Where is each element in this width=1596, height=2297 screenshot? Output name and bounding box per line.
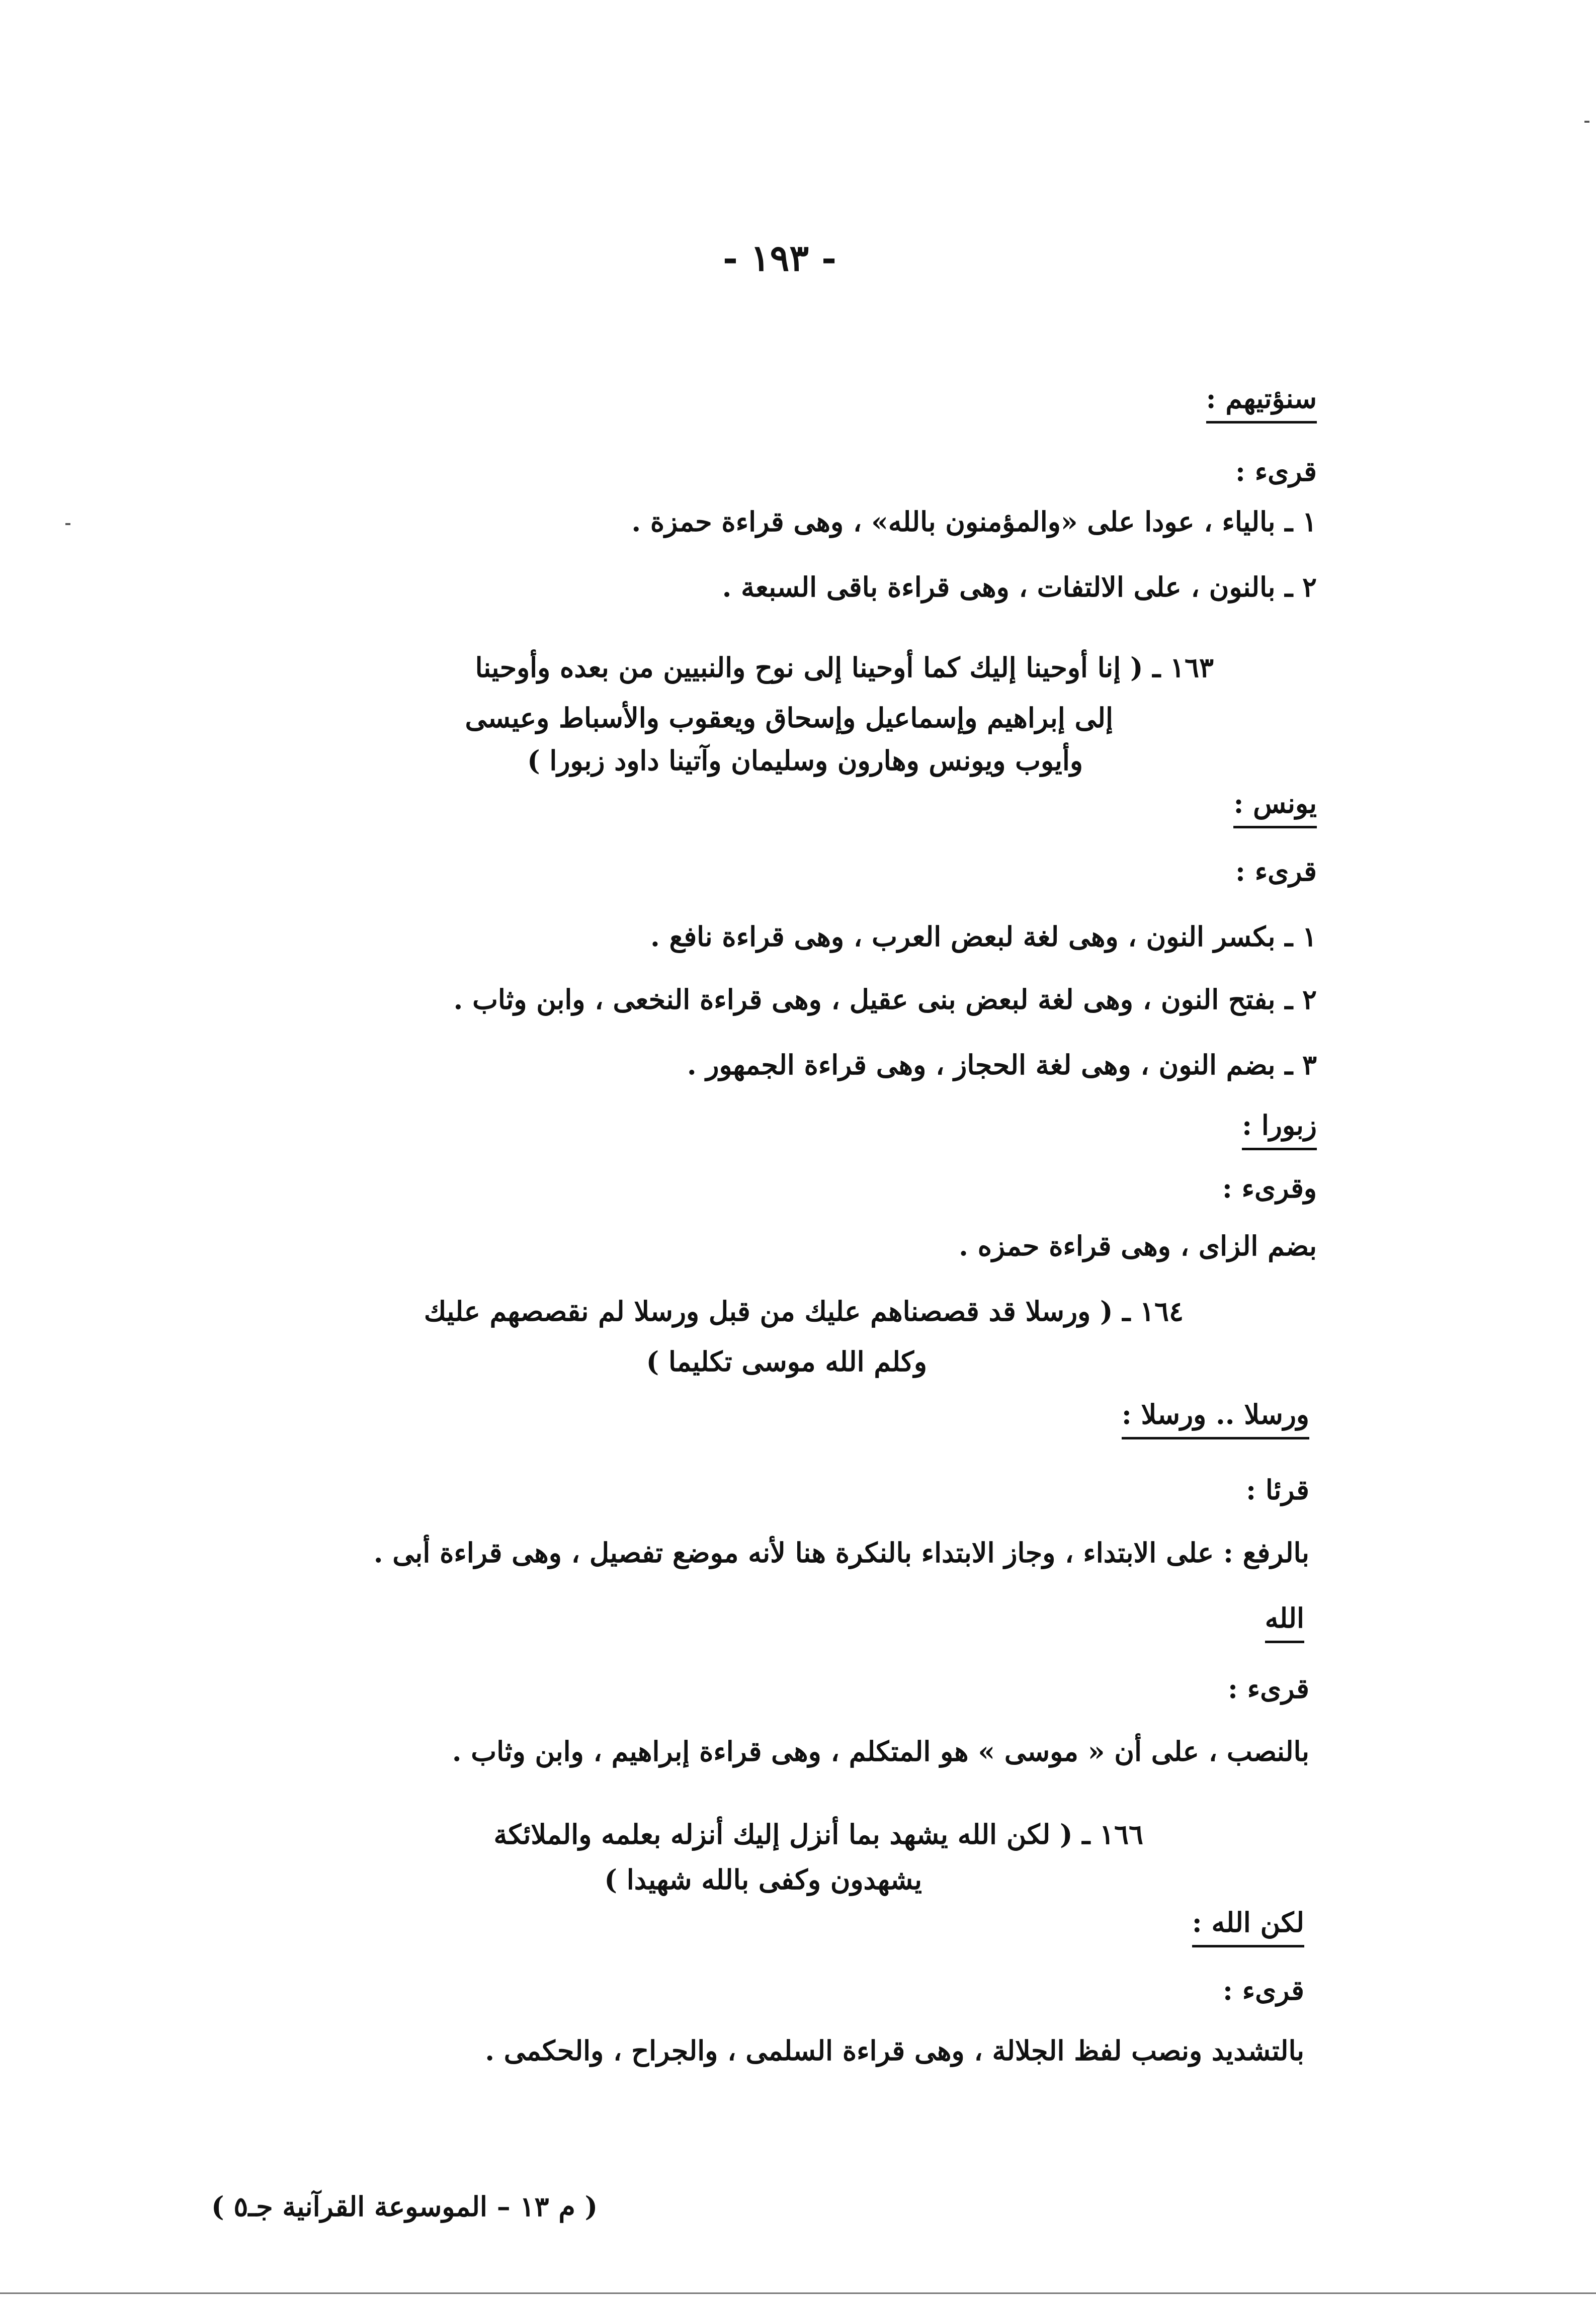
heading-sanutihim: سنؤتيهم : xyxy=(1206,385,1317,423)
reading-line: ٢ ـ بالنون ، على الالتفات ، وهى قراءة باقى السبعة . xyxy=(722,571,1317,603)
verse-line: إلى إبراهيم وإسماعيل وإسحاق ويعقوب والأسباط وعيسى xyxy=(465,702,1113,734)
label-qurie: قرىء : xyxy=(1235,455,1317,487)
reading-line: بضم الزاى ، وهى قراءة حمزه . xyxy=(959,1230,1317,1262)
verse-line: وأيوب ويونس وهارون وسليمان وآتينا داود زبورا ) xyxy=(527,744,1083,777)
label-quria: قرئا : xyxy=(1246,1474,1309,1506)
scan-mark xyxy=(65,523,70,525)
scan-mark xyxy=(1584,121,1589,123)
footer-source: ( م ١٣ – الموسوعة القرآنية جـ٥ ) xyxy=(211,2190,598,2223)
verse-line: ١٦٣ ـ ( إنا أوحينا إليك كما أوحينا إلى نوح والنبيين من بعده وأوحينا xyxy=(475,651,1214,684)
label-waqurie: وقرىء : xyxy=(1222,1172,1317,1204)
scan-bottom-edge xyxy=(0,2292,1596,2294)
verse-line: يشهدون وكفى بالله شهيدا ) xyxy=(604,1863,922,1896)
reading-line: ٢ ـ بفتح النون ، وهى لغة لبعض بنى عقيل ، وهى قراءة النخعى ، وابن وثاب . xyxy=(453,983,1317,1015)
heading-warusulan: ورسلا .. ورسلا : xyxy=(1122,1401,1309,1439)
reading-line: بالرفع : على الابتداء ، وجاز الابتداء بالنكرة هنا لأنه موضع تفصيل ، وهى قراءة أبى . xyxy=(373,1537,1309,1569)
reading-line: ١ ـ بكسر النون ، وهى لغة لبعض العرب ، وهى قراءة نافع . xyxy=(650,920,1317,953)
reading-line: بالتشديد ونصب لفظ الجلالة ، وهى قراءة السلمى ، والجراح ، والحكمى . xyxy=(485,2034,1304,2067)
label-qurie: قرىء : xyxy=(1223,1974,1304,2006)
verse-line: وكلم الله موسى تكليما ) xyxy=(646,1345,927,1378)
heading-lakin-allah: لكن الله : xyxy=(1192,1909,1304,1947)
reading-line: بالنصب ، على أن « موسى » هو المتكلم ، وهى قراءة إبراهيم ، وابن وثاب . xyxy=(452,1735,1309,1767)
verse-line: ١٦٤ ـ ( ورسلا قد قصصناهم عليك من قبل ورسلا لم نقصصهم عليك xyxy=(424,1295,1184,1327)
reading-line: ١ ـ بالياء ، عودا على «والمؤمنون بالله» ، وهى قراءة حمزة . xyxy=(631,505,1317,538)
label-qurie: قرىء : xyxy=(1228,1672,1309,1705)
page-number: - ١٩٣ - xyxy=(723,236,836,279)
heading-zabura: زبورا : xyxy=(1242,1112,1317,1150)
heading-yunus: يونس : xyxy=(1233,790,1317,828)
reading-line: ٣ ـ بضم النون ، وهى لغة الحجاز ، وهى قراءة الجمهور . xyxy=(687,1049,1317,1081)
label-qurie: قرىء : xyxy=(1235,855,1317,887)
verse-line: ١٦٦ ـ ( لكن الله يشهد بما أنزل إليك أنزله بعلمه والملائكة xyxy=(493,1818,1143,1850)
heading-allah: الله xyxy=(1265,1604,1304,1643)
